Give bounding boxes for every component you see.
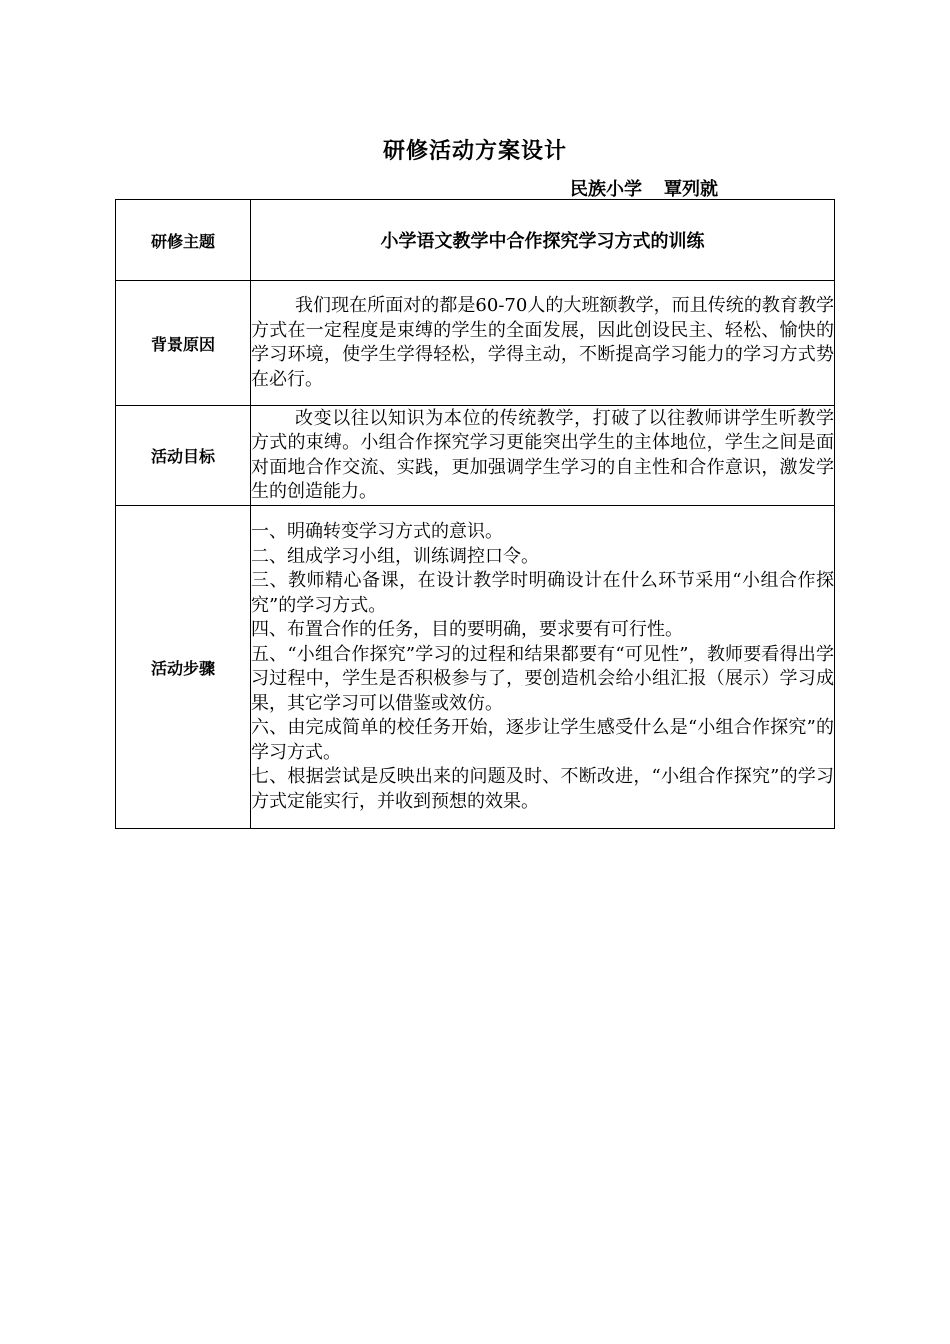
steps-cell <box>251 506 835 829</box>
document-title: 研修活动方案设计 <box>382 139 567 164</box>
background-label: 背景原因 <box>116 281 251 406</box>
author-line <box>570 175 718 201</box>
goal-label: 活动目标 <box>116 406 251 506</box>
plan-table <box>115 199 835 829</box>
background-text: 我们现在所面对的都是60-70人的大班额教学，而且传统的教育教学方式在一定程度是束缚的学生的全面发展，因此创设民主、轻松、愉快的学习环境，使学生学得轻松，学得主动，不断提高学习能力的学习方式势在必行。 <box>251 295 834 390</box>
step-item: 三、教师精心备课，在设计教学时明确设计在什么环节采用“小组合作探究”的学习方式。 <box>251 570 834 616</box>
author-school: 民族小学 <box>570 179 642 200</box>
steps-label: 活动步骤 <box>116 506 251 829</box>
step-item: 七、根据尝试是反映出来的问题及时、不断改进，“小组合作探究”的学习方式定能实行，并收到预想的效果。 <box>251 766 834 812</box>
step-item: 六、由完成简单的校任务开始，逐步让学生感受什么是“小组合作探究”的学习方式。 <box>251 717 834 763</box>
goal-row <box>116 406 835 506</box>
theme-label: 研修主题 <box>116 200 251 281</box>
theme-value: 小学语文教学中合作探究学习方式的训练 <box>251 200 835 281</box>
steps-row <box>116 506 835 829</box>
step-item: 二、组成学习小组，训练调控口令。 <box>251 545 539 567</box>
background-row <box>116 281 835 406</box>
step-item: 五、“小组合作探究”学习的过程和结果都要有“可见性”，教师要看得出学习过程中，学生是否积极参与了，要创造机会给小组汇报（展示）学习成果，其它学习可以借鉴或效仿。 <box>251 643 834 714</box>
goal-cell <box>251 406 835 506</box>
theme-row <box>116 200 835 281</box>
step-item: 四、布置合作的任务，目的要明确，要求要有可行性。 <box>251 619 683 640</box>
goal-text: 改变以往以知识为本位的传统教学，打破了以往教师讲学生听教学方式的束缚。小组合作探究学习更能突出学生的主体地位，学生之间是面对面地合作交流、实践，更加强调学生学习的自主性和合作意识，激发学生的创造能力。 <box>251 407 834 502</box>
background-cell <box>251 281 835 406</box>
author-name: 覃列就 <box>664 179 718 200</box>
step-item: 一、明确转变学习方式的意识。 <box>251 521 503 542</box>
